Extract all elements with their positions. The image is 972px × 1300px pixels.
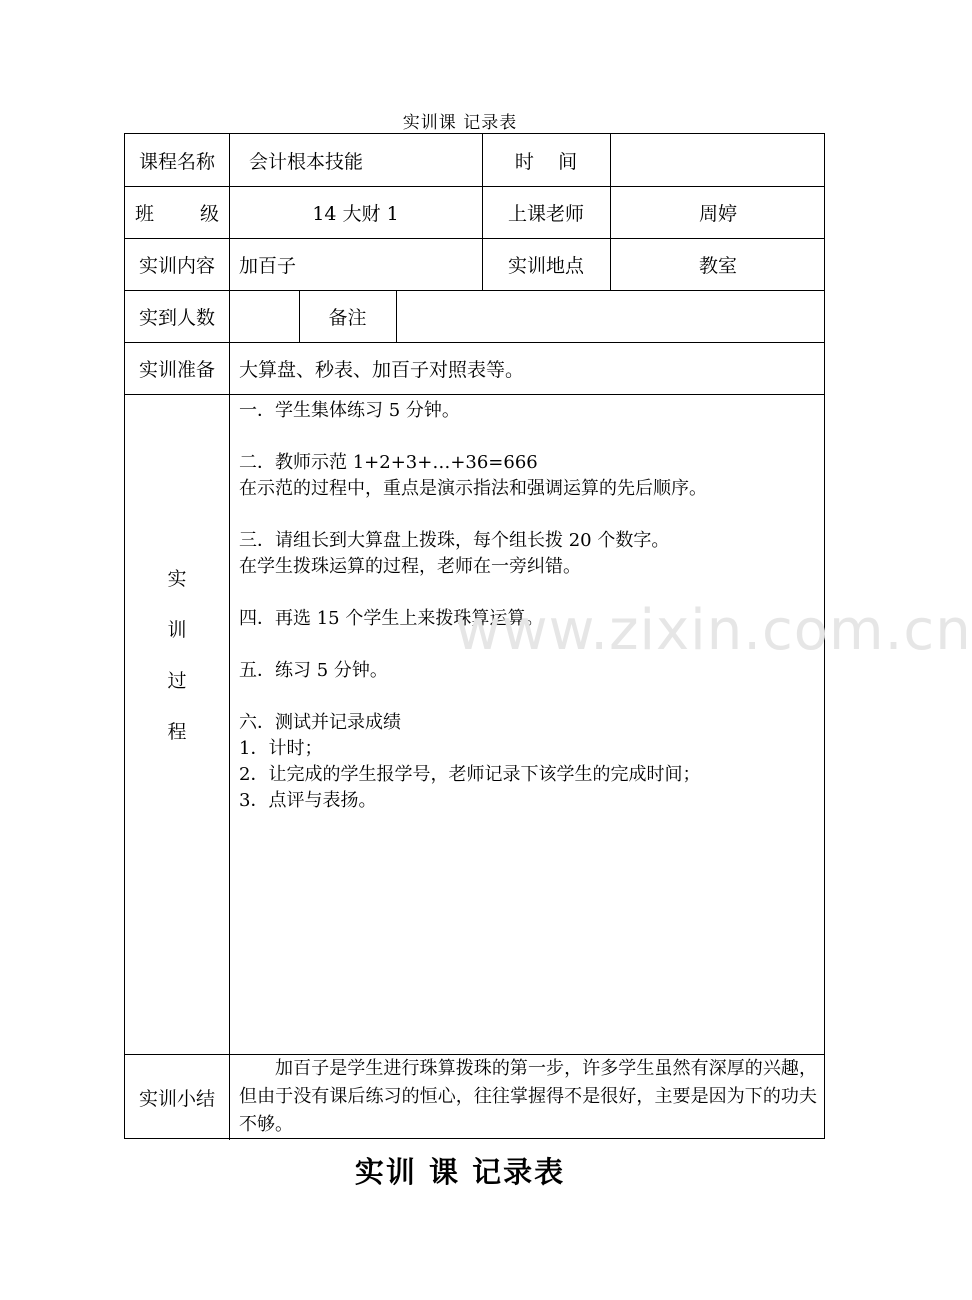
summary-label: 实训小结 [138,1087,215,1110]
footer-title: 实训 课 记录表 [354,1155,566,1189]
process-label-char: 程 [167,721,187,743]
teacher-label: 上课老师 [507,202,584,225]
process-line: 在学生拨珠运算的过程，老师在一旁纠错。 [239,556,581,577]
process-line: 六．测试并记录成绩 [239,712,401,733]
process-line: 五．练习 5 分钟。 [239,660,388,681]
course-name-value: 会计根本技能 [249,150,364,173]
header-title: 实训课 记录表 [402,113,518,133]
remark-label: 备注 [328,306,367,329]
time-value [610,134,826,186]
class-label [125,186,229,238]
process-line: 在示范的过程中，重点是演示指法和强调运算的先后顺序。 [239,478,707,499]
content-label: 实训内容 [138,254,215,277]
prep-label: 实训准备 [138,358,215,381]
remark-value [396,290,826,342]
time-label: 时 间 [514,150,578,173]
prep-value: 大算盘、秒表、加百子对照表等。 [239,358,525,381]
process-line: 二．教师示范 1+2+3+…+36=666 [239,452,538,473]
process-line: 三．请组长到大算盘上拨珠，每个组长拨 20 个数字。 [239,530,670,551]
attendance-label: 实到人数 [138,306,215,329]
record-table [124,133,825,1139]
attendance-value [229,290,299,342]
place-label: 实训地点 [507,254,584,277]
place-value: 教室 [698,254,737,277]
content-value: 加百子 [239,254,297,277]
class-label-part-2: 级 [199,202,219,225]
course-name-label: 课程名称 [138,150,215,173]
process-label-char: 训 [167,619,187,641]
process-label-char: 过 [167,670,187,692]
process-line: 一．学生集体练习 5 分钟。 [239,400,460,421]
process-label-char: 实 [167,568,187,590]
process-line: 1．计时； [239,738,323,759]
teacher-value: 周婷 [698,202,737,225]
class-label-part-1: 班 [135,202,155,225]
summary-text: 加百子是学生进行珠算拨珠的第一步，许多学生虽然有深厚的兴趣，但由于没有课后练习的恒心，往往掌握得不是很好，主要是因为下的功夫不够。 [239,1058,817,1135]
process-content [239,398,819,814]
process-line: 3．点评与表扬。 [239,790,377,811]
class-value: 14 大财 1 [312,202,399,225]
process-label [125,564,229,768]
watermark-text: www.zixin.com.cn [455,598,972,663]
process-line: 2．让完成的学生报学号，老师记录下该学生的完成时间； [239,764,701,785]
process-line: 四．再选 15 个学生上来拨珠算运算。 [239,608,544,629]
